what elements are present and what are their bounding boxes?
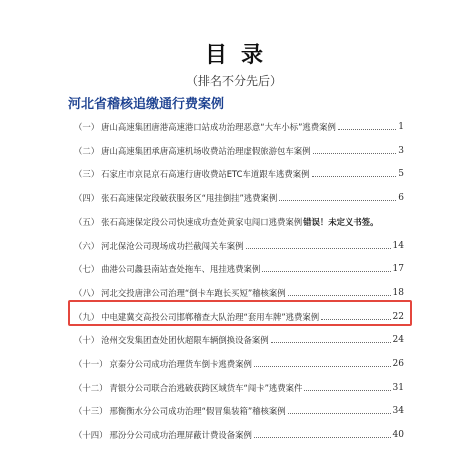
toc-entry-title: 唐山高速集团承唐高速机场收费站治理虚假旅游包车案例 [101,145,311,156]
toc-entry-title: 张石高速保定段破获服务区“甩挂倒挂”逃费案例 [101,193,278,204]
toc-entry-page: 34 [392,406,404,417]
toc-entry-number: （六） [74,240,100,251]
toc-leader-dots [271,342,391,343]
page-title: 目录 [204,42,277,68]
toc-entry[interactable] [74,330,404,346]
toc-entry-title: 京秦分公司成功治理货车倒卡逃费案例 [109,359,252,369]
toc-entry[interactable] [74,283,404,299]
toc-entry-title: 青银分公司联合治逃破获跨区域货车“闯卡”逃费案件 [109,382,303,393]
toc-entry-page: 31 [392,382,404,393]
toc-entry-number: （十） [74,335,100,346]
toc-entry[interactable] [74,236,404,252]
toc-entry-page: 18 [392,287,404,298]
highlight-box [68,300,412,326]
toc-entry[interactable] [74,425,404,441]
toc-entry[interactable] [74,354,404,370]
toc-entry[interactable] [74,188,404,204]
toc-entry-error: 错误！未定义书签。 [303,216,379,227]
toc-entry-number: （二） [74,145,100,156]
toc-entry-number: （五） [74,216,100,227]
toc-entry[interactable] [74,141,404,157]
toc-leader-dots [254,366,391,367]
toc-entry-number: （七） [74,264,100,275]
toc-entry-title: 曲港公司蠡县南站查处拖车、甩挂逃费案例 [101,264,261,275]
toc-entry-page: 1 [398,122,404,132]
toc-entry-number: （十四） [74,430,108,441]
toc-entry-page: 17 [392,264,404,275]
toc-entry-title: 张石高速保定段公司快速成功查处黄家屯闯口逃费案例 [101,216,303,227]
toc-entry[interactable] [74,401,404,417]
page-subtitle: （排名不分先后） [185,74,282,88]
toc-entry[interactable] [74,212,404,228]
toc-entry-title: 邢衡衡水分公司成功治理“假冒集装箱”稽核案例 [109,406,286,417]
toc-leader-dots [288,295,391,296]
toc-entry-title: 沧州交发集团查处团伙超限车辆倒换设备案例 [101,335,269,346]
toc-leader-dots [313,153,397,154]
toc-entry-page: 3 [398,145,404,156]
toc-leader-dots [262,271,390,272]
toc-entry-title: 石家庄市京昆京石高速行唐收费站ETC车道跟车逃费案例 [101,169,310,180]
toc-entry[interactable] [74,378,404,394]
toc-leader-dots [304,390,390,391]
toc-entry-number: （九） [74,311,100,322]
toc-leader-dots [254,437,391,438]
toc-entry-number: （十三） [74,406,108,417]
toc-entry[interactable] [74,259,404,275]
toc-entry-title: 河北保沧公司现场成功拦截闯关车案例 [101,240,244,251]
toc-entry-title: 唐山高速集团唐港高速港口站成功治理恶意“大车小标”逃费案例 [101,122,336,132]
toc-entry-page: 14 [392,240,404,251]
toc-leader-dots [279,200,396,201]
toc-entry-number: （十一） [74,359,108,369]
toc-entry-number: （十二） [74,382,108,393]
toc-entry-page: 5 [398,169,404,180]
toc-entry-number: （三） [74,169,100,180]
toc-entry-page: 26 [392,359,404,369]
toc-entry-number: （一） [74,122,100,132]
toc-entry-page: 22 [392,311,404,322]
toc-entry[interactable] [74,117,404,133]
toc-entry[interactable] [74,164,404,180]
toc-leader-dots [288,413,391,414]
toc-entry-title: 邢汾分公司成功治理屏蔽计费设备案例 [109,430,252,441]
toc-entry-number: （八） [74,287,100,298]
toc-entry-title: 中电建冀交高投公司邯郸稽查大队治理“套用车牌”逃费案例 [101,311,320,322]
toc-entry-page: 24 [392,335,404,346]
toc-entry-number: （四） [74,193,100,204]
toc-leader-dots [246,248,391,249]
section-heading: 河北省稽核追缴通行费案例 [68,97,225,112]
toc-entry-title: 河北交投唐津公司治理“倒卡车跑长买短”稽核案例 [101,287,286,298]
toc-entry-page: 6 [398,193,404,204]
toc-entry-page: 40 [392,430,404,441]
toc-leader-dots [312,176,397,177]
toc-leader-dots [338,129,396,130]
